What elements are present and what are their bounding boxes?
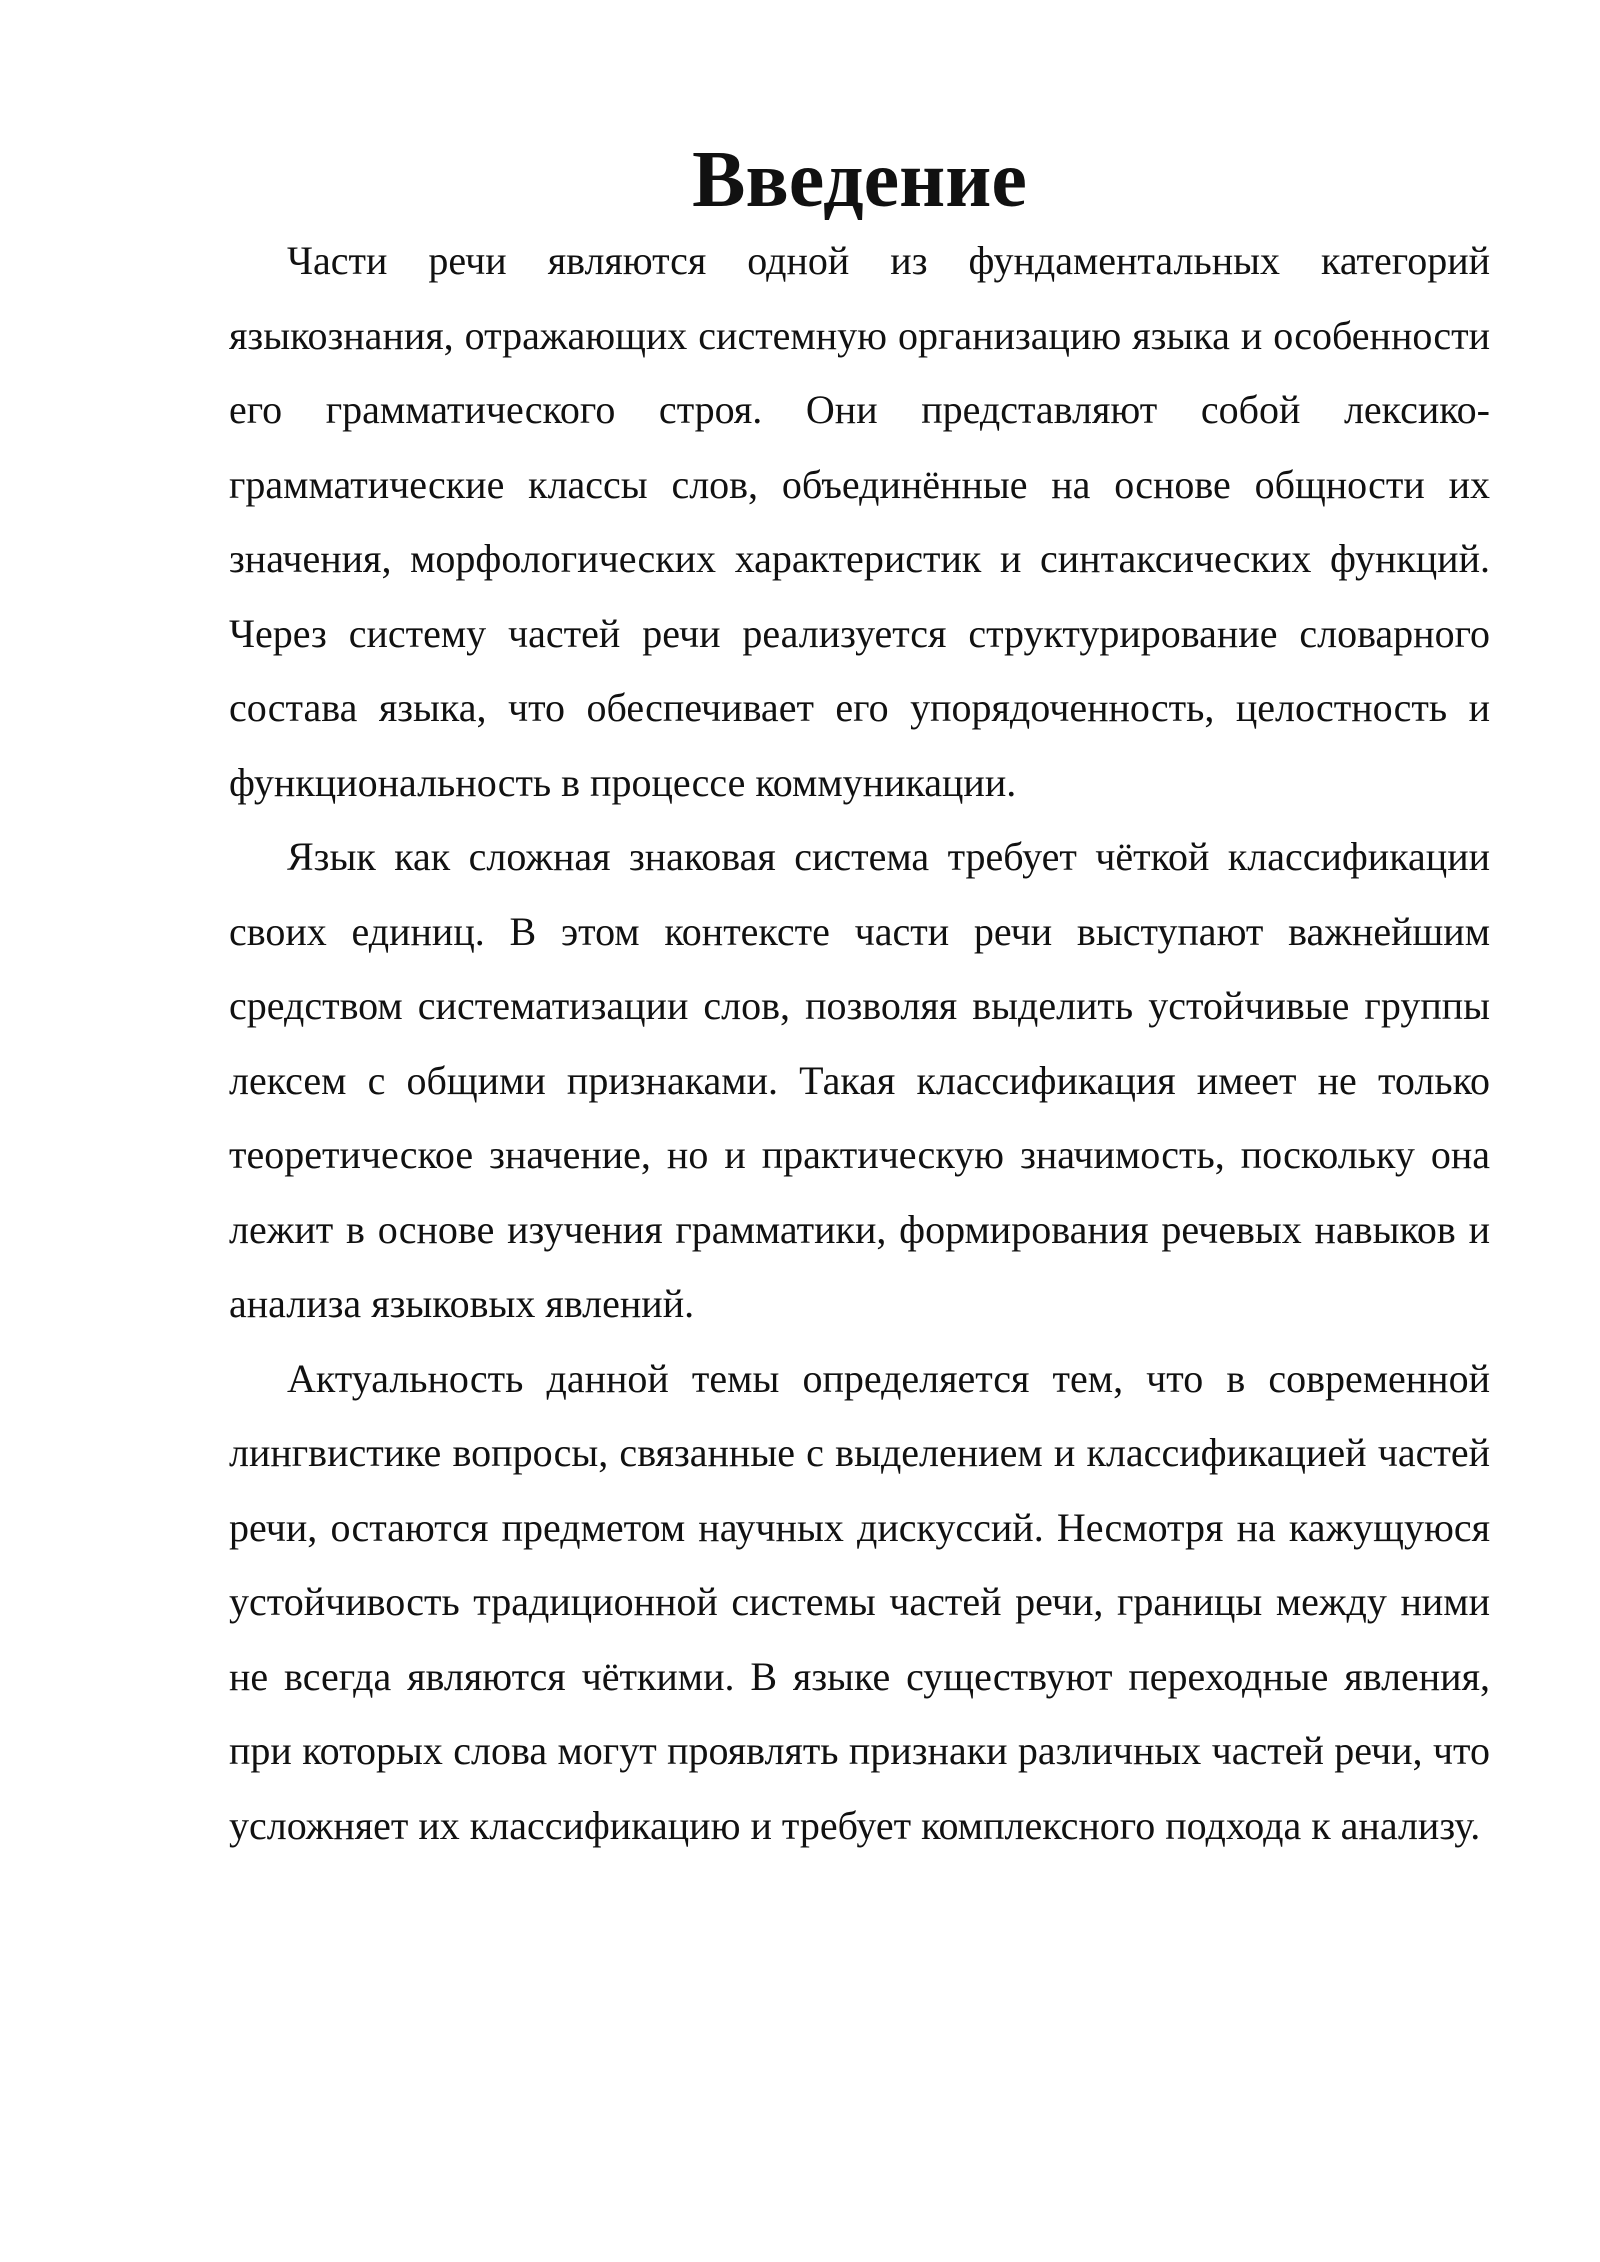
paragraph-3: Актуальность данной темы определяется тем, что в современной лингвистике вопросы, связанные с выделением и классификацией частей речи, остаются предметом научных дискуссий. Несмотря на кажущуюся устойчивость традиционной системы частей речи, границы между ними не всегда являются чёткими. В языке существуют переходные явления, при которых слова могут проявлять признаки различных частей речи, что усложняет их классификацию и требует комплексного подхода к анализу. (229, 1355, 1490, 1848)
page-title: Введение (692, 136, 1027, 224)
document-page (229, 136, 1490, 1863)
paragraph-2: Язык как сложная знаковая система требует чёткой классификации своих единиц. В этом контексте части речи выступают важнейшим средством систематизации слов, позволяя выделить устойчивые группы лексем с общими признаками. Такая классификация имеет не только теоретическое значение, но и практическую значимость, поскольку она лежит в основе изучения грамматики, формирования речевых навыков и анализа языковых явлений. (229, 834, 1490, 1326)
paragraph-1: Части речи являются одной из фундаментальных категорий языкознания, отражающих системную организацию языка и особенности его грамматического строя. Они представляют собой лексико-грамматические классы слов, объединённые на основе общности их значения, морфологических характеристик и синтаксических функций. Через систему частей речи реализуется структурирование словарного состава языка, что обеспечивает его упорядоченность, целостность и функциональность в процессе коммуникации. (229, 238, 1490, 805)
